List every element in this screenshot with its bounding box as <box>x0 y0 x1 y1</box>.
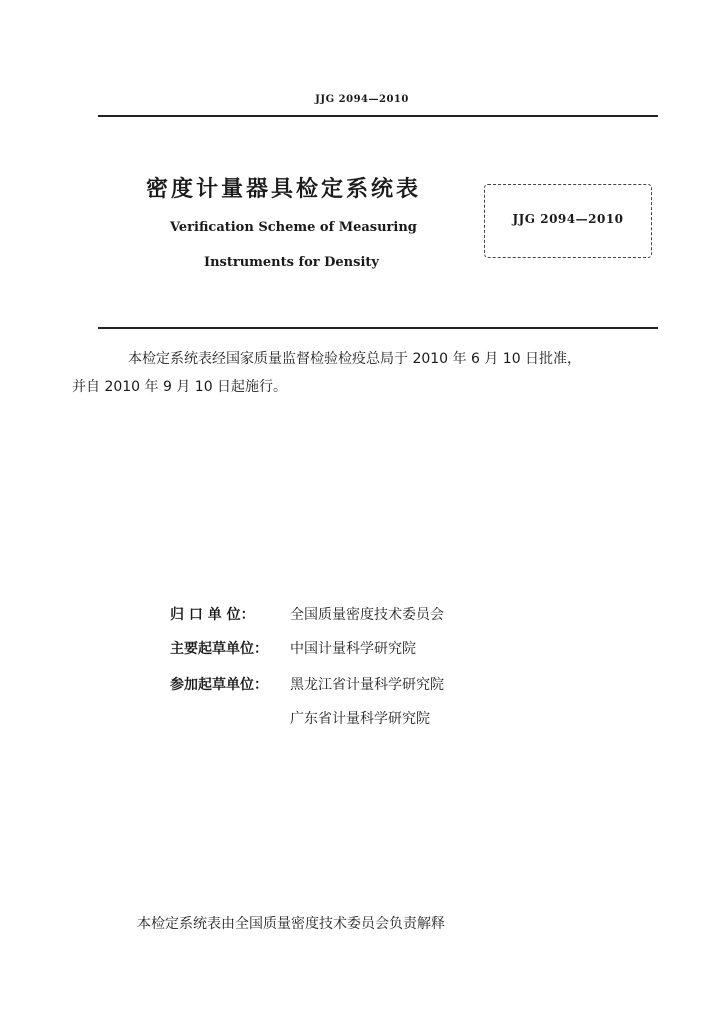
main-drafter-value: 中国计量科学研究院 <box>290 641 416 657</box>
approval-line2: 并自 2010 年 9 月 10 日起施行。 <box>72 379 288 395</box>
footer-note: 本检定系统表由全国质量密度技术委员会负责解释 <box>137 916 445 932</box>
code-box-code: JJG 2094—2010 <box>512 212 624 226</box>
responsible-unit-value: 全国质量密度技术委员会 <box>290 607 444 623</box>
participating-drafter-value-2: 广东省计量科学研究院 <box>290 711 430 727</box>
header-code: JJG 2094—2010 <box>315 94 409 105</box>
title-english-line1: Verification Scheme of Measuring <box>170 220 417 235</box>
responsible-unit-label: 归 口 单 位： <box>170 607 255 623</box>
participating-drafter-label: 参加起草单位： <box>170 677 268 693</box>
header-rule <box>98 115 658 117</box>
participating-drafter-value-1: 黑龙江省计量科学研究院 <box>290 677 444 693</box>
approval-statement <box>72 345 660 401</box>
title-rule <box>98 327 658 329</box>
title-english-line2: Instruments for Density <box>204 255 379 270</box>
title-chinese: 密度计量器具检定系统表 <box>146 177 422 202</box>
approval-line1: 本检定系统表经国家质量监督检验检疫总局于 2010 年 6 月 10 日批准， <box>128 351 582 367</box>
main-drafter-label: 主要起草单位： <box>170 641 268 657</box>
